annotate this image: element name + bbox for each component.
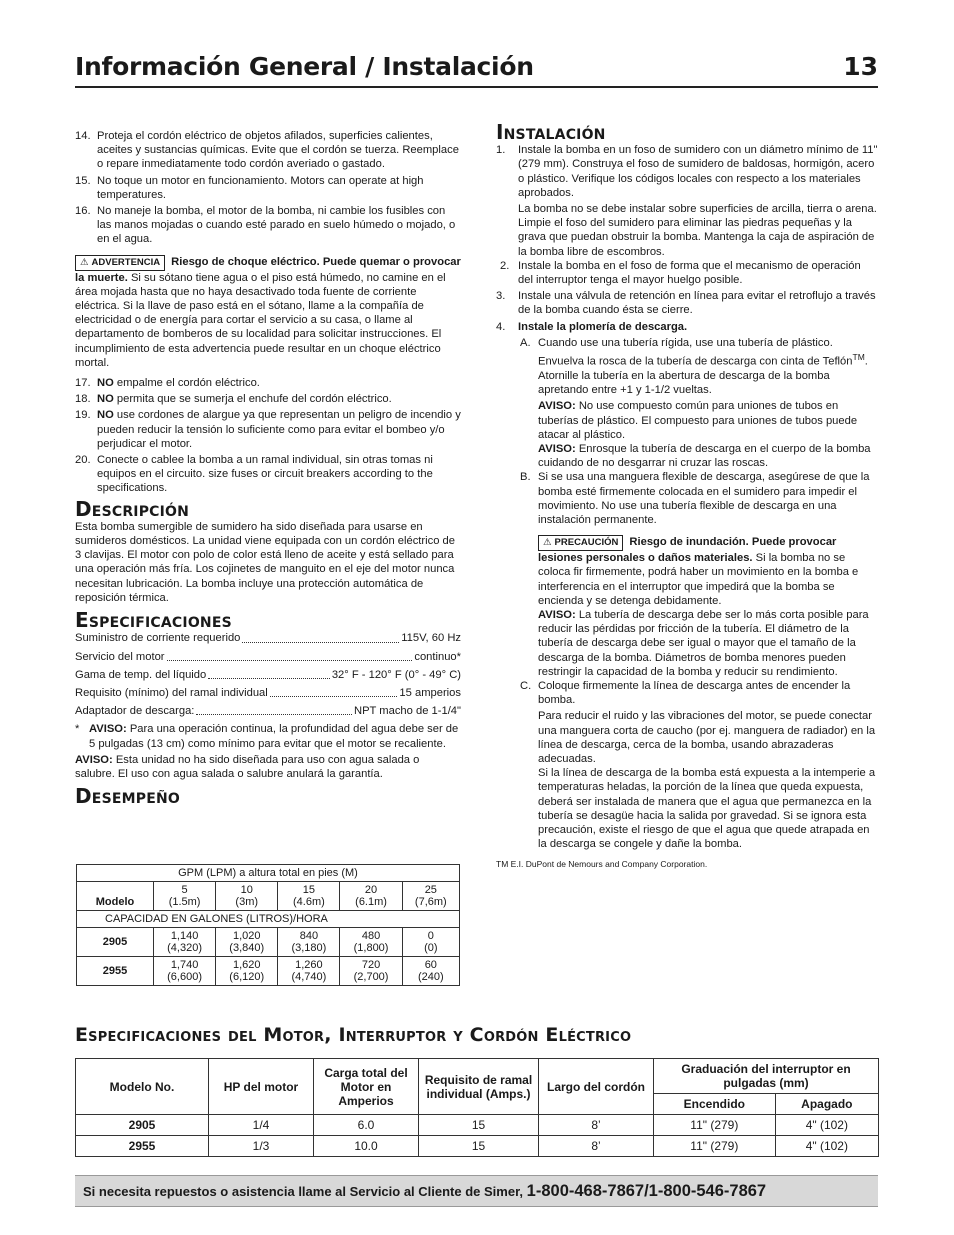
desempeno-heading: Desempeño xyxy=(75,784,180,809)
motor-heading: Especificaciones del Motor, Interruptor y Cordón Eléctrico xyxy=(75,1024,632,1046)
step-4c: C. Coloque firmemente la línea de descarga antes de encender la bomba. xyxy=(520,680,851,707)
step-2: 2. Instale la bomba en el foso de forma que el mecanismo de operación del interruptor tenga el mayor huelgo posible. xyxy=(500,259,861,287)
list-item: 16. No maneje la bomba, el motor de la bomba, ni cambie los fusibles con las manos mojadas o cuando esté parado en suelo húmedo o mojado, o en el agua. xyxy=(75,205,456,246)
footer-bar xyxy=(75,1175,878,1207)
list-item: 18. NO permita que se sumerja el enchufe del cordón eléctrico. xyxy=(75,393,392,406)
spec-row: Adaptador de descarga: NPT macho de 1-1/4" xyxy=(75,705,461,718)
step-1-detail: La bomba no se debe instalar sobre superficies de arcilla, tierra o arena. Limpie el foso del sumidero para eliminar las piedras pequeñas y la grava que puedan obstruir la bomba. Mantenga la caja de aspiración de la bomba libre de escombros. xyxy=(518,203,877,258)
step-4c-detail-2: Si la línea de descarga de la bomba está expuesta a la intemperie a temperaturas heladas, la porción de la línea que queda expuesta, deberá ser instalada de manera que el agua que permanezca en la tubería se desagüe hacia la salida por gravedad. Si se ignora esta precaución, existe el riesgo de que el agua que quede atrapada en la descarga se congele y dañe la bomba. xyxy=(538,767,876,851)
table-row: 2955 1/3 10.0 15 8’ 11" (279) 4" (102) xyxy=(76,1136,879,1157)
caution-badge: ⚠ PRECAUCIÓN xyxy=(538,535,623,551)
right-column xyxy=(496,120,878,872)
step-4: 4. Instale la plomería de descarga. xyxy=(496,320,688,333)
spec-row: Suministro de corriente requerido 115V, 60 Hz xyxy=(75,632,461,645)
footer-text: Si necesita repuestos o asistencia llame al Servicio al Cliente de Simer, 1-800-468-7867/1-800-546-7867 xyxy=(83,1182,767,1200)
page-number: 13 xyxy=(843,52,878,81)
caution-paragraph: ⚠ PRECAUCIÓN Riesgo de inundación. Puede provocar lesiones personales o daños materiales. Si la bomba no se coloca fir firmemente, podrá haber un movimiento en la bomba e interferencia en el interruptor que impedirá que la bomba se encienda y se detenga debidamente. xyxy=(538,536,859,607)
spec-list xyxy=(75,631,461,718)
list-item: 15. No toque un motor en funcionamiento. Motors can operate at high temperatures. xyxy=(75,174,424,201)
spec-note-2: AVISO: Esta unidad no ha sido diseñada para uso con agua salada o salubre. El uso con agua salada o salubre anulará la garantía. xyxy=(75,753,420,780)
spec-row: Requisito (mínimo) del ramal individual 15 amperios xyxy=(75,686,461,699)
especificaciones-heading: Especificaciones xyxy=(75,608,232,633)
spec-row: Servicio del motor continuo* xyxy=(75,650,461,663)
step-4a: A. Cuando use una tubería rígida, use una tubería de plástico. Envuelva la rosca de la tubería de descarga con cinta de Teflón™. Atornille la tubería en la abertura de descarga de la bomba apretando entre +1 y 1-1/2 vueltas. xyxy=(520,336,868,397)
list-item: 19. NO use cordones de alargue ya que representan un peligro de incendio y pueden reducir la tensión lo suficiente como para evitar el bombeo y/o perjudicar el motor. xyxy=(75,409,461,450)
descripcion-text: Esta bomba sumergible de sumidero ha sido diseñada para usarse en sumideros domésticos. La unidad viene equipada con un cordón eléctrico de 3 clavijas. El motor con polo de color está lleno de aceite y está sellado para una operación más fría. Los cojinetes de manguito en el eje del motor nunca necesitan lubricación. La bomba incluye una protección automática de reposición térmica. xyxy=(75,520,455,604)
step-4b: B. Si se usa una manguera flexible de descarga, asegúrese de que la bomba esté firmemente colocada en el sumidero para impedir el movimiento. No use una tubería flexible de descarga en una instalación permanente. xyxy=(520,471,870,527)
performance-table xyxy=(76,864,460,986)
spec-row: Gama de temp. del líquido 32° F - 120° F (0° - 49° C) xyxy=(75,668,461,681)
left-column xyxy=(75,129,461,807)
step-4a-aviso-2: AVISO: Enrosque la tubería de descarga en el cuerpo de la bomba cuidando de no desgarrar ni cruzar las roscas. xyxy=(538,443,871,470)
instalacion-heading: Instalación xyxy=(496,120,606,144)
spec-note: * AVISO: Para una operación continua, la profundidad del agua debe ser de 5 pulgadas (13 cm) como mínimo para evitar que el motor se recaliente. xyxy=(75,723,459,750)
capacity-header: CAPACIDAD EN GALONES (LITROS)/HORA xyxy=(77,911,460,928)
table-row: Modelo 5 (1.5m) 10 (3m) 15 (4.6m) 20 (6.1m) 25 (7,6m) xyxy=(77,882,460,911)
warning-paragraph: ⚠ ADVERTENCIA Riesgo de choque eléctrico. Puede quemar o provocar la muerte. Si su sótano tiene agua o el piso está húmedo, no camine en el área mojada hasta que no haya desactivado toda fuente de corriente eléctrica. Si la llave de paso está en el sótano, llame a la compañía de electricidad o de energía para cortar el servicio a su casa, o llame al departamento de bomberos de su localidad para solicitar instrucciones. El incumplimiento de esta advertencia puede resultar en un choque eléctrico mortal. xyxy=(75,255,461,369)
step-4b-aviso: AVISO: La tubería de descarga debe ser lo más corta posible para reducir las pérdidas por fricción de la tubería. El diámetro de la tubería de descarga debe ser igual o mayor que el tamaño de la descarga de la bomba. Diámetros de bomba menores pueden restringir la capacidad de la bomba y reducir su rendimiento. xyxy=(538,609,869,678)
footer-phone: 1-800-468-7867/1-800-546-7867 xyxy=(526,1182,767,1200)
warning-icon: ⚠ xyxy=(80,256,89,268)
header-rule xyxy=(75,86,878,88)
perf-top-header: GPM (LPM) a altura total en pies (M) xyxy=(77,865,460,882)
page-title: Información General / Instalación xyxy=(75,52,534,81)
list-item: 17. NO empalme el cordón eléctrico. xyxy=(75,377,260,390)
step-4a-aviso-1: AVISO: No use compuesto común para uniones de tubos en tuberías de plástico. El compuesto para uniones de tubos puede atacar al plástico. xyxy=(538,400,858,441)
warning-badge: ⚠ ADVERTENCIA xyxy=(75,255,165,271)
table-row: 2905 1,140 (4,320) 1,020 (3,840) 840 (3,180) 480 (1,800) 0 (0) xyxy=(77,928,460,957)
trademark-note: TM E.I. DuPont de Nemours and Company Corporation. xyxy=(496,859,708,870)
warning-icon: ⚠ xyxy=(543,537,552,549)
step-3: 3. Instale una válvula de retención en línea para evitar el retroflujo a través de la bomba cuando ésta se cierre. xyxy=(496,290,876,317)
step-4c-detail-1: Para reducir el ruido y las vibraciones del motor, se puede conectar una manguera corta de caucho (por ej. manguera de radiador) en la línea de descarga, cerca de la bomba, usando abrazaderas adecuadas. xyxy=(538,710,876,766)
step-1: 1. Instale la bomba en un foso de sumidero con un diámetro mínimo de 11" (279 mm). Construya el foso de sumidero de baldosas, hormigón, acero o plástico. Verifique los códigos locales con respecto a los materiales aprobados. xyxy=(496,144,878,199)
table-row: 2905 1/4 6.0 15 8’ 11" (279) 4" (102) xyxy=(76,1115,879,1136)
motor-table: Modelo No. HP del motor Carga total del Motor en Amperios Requisito de ramal individual (Amps.) Largo del cordón Graduación del interruptor en pulgadas (mm) Encendido Apagado 2905 1/4 6.0 15 8’ 11" (279) 4" (102) 2955 1/3 10.0 15 8’ 11" (279) 4" (102) xyxy=(75,1058,879,1157)
table-row: 2955 1,740 (6,600) 1,620 (6,120) 1,260 (4,740) 720 (2,700) 60 (240) xyxy=(77,957,460,986)
list-item: 20. Conecte o cablee la bomba a un ramal individual, sin otras tomas ni equipos en el circuito. size fuses or circuit breakers according to the specifications. xyxy=(75,454,433,495)
descripcion-heading: Descripción xyxy=(75,496,190,521)
list-item: 14. Proteja el cordón eléctrico de objetos afilados, superficies calientes, aceites y sustancias químicas. Evite que el cordón se tuerza. Reemplace o repare inmediatamente todo cordón averiado o gastado. xyxy=(75,130,459,171)
